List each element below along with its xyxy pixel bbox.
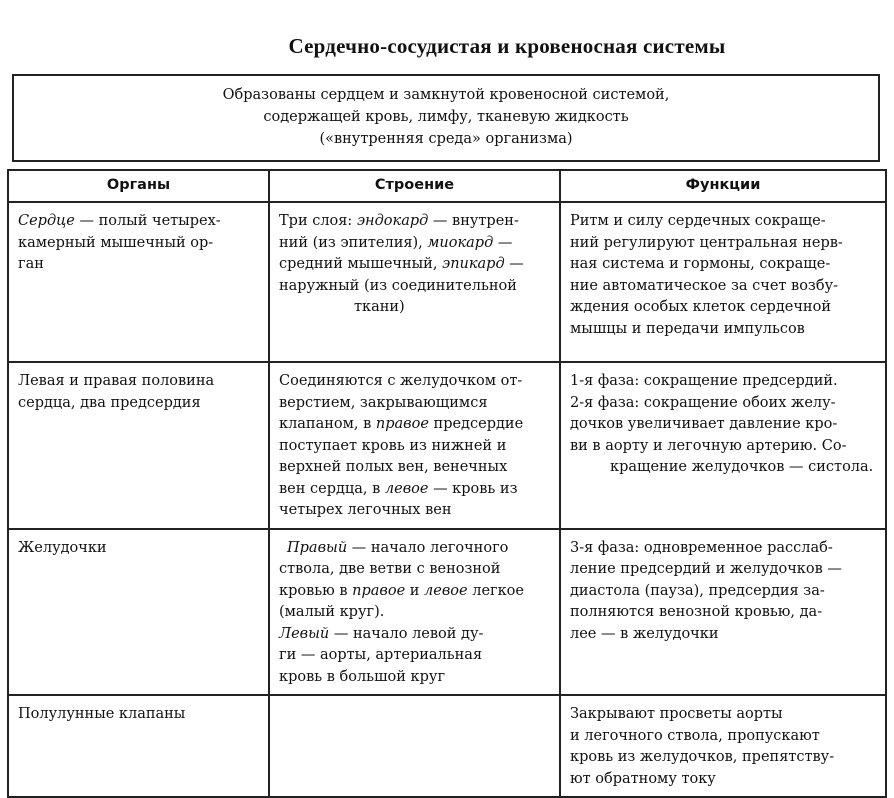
cell-line: вен сердца, в левое — кровь из — [279, 480, 518, 497]
function-cell — [560, 202, 886, 362]
cell-line: Сердце — полый четырех- — [18, 213, 221, 229]
cell-line: ний регулируют центральная нерв- — [570, 234, 843, 251]
cell-line: ная система и гормоны, сокраще- — [570, 256, 831, 272]
structure-cell — [269, 202, 560, 362]
cell-line: Закрывают просветы аорты — [570, 706, 783, 722]
cell-line: верстием, закрывающимся — [279, 394, 488, 411]
function-cell — [560, 529, 886, 696]
cell-line: Желудочки — [18, 539, 107, 556]
cell-line: дочков увеличивает давление кро- — [570, 416, 838, 432]
italic-term: Правый — [287, 539, 348, 556]
cell-line: лее — в желудочки — [570, 625, 719, 642]
organ-cell — [8, 529, 269, 696]
cell-line: ги — аорты, артериальная — [279, 647, 483, 663]
italic-term: Сердце — [18, 213, 75, 229]
italic-term: правое — [352, 582, 406, 599]
cell-line: кровь из желудочков, препятству- — [570, 749, 835, 765]
intro-line: содержащей кровь, лимфу, тканевую жидкость — [263, 109, 629, 125]
cell-line: камерный мышечный ор- — [18, 234, 214, 251]
cell-line: 1-я фаза: сокращение предсердий. — [570, 373, 838, 389]
cell-line: Левый — начало левой ду- — [279, 625, 484, 642]
cell-line: ний (из эпителия), миокард — — [279, 234, 513, 251]
systems-table — [7, 169, 887, 798]
italic-term: левое — [424, 582, 468, 599]
cell-line: диастола (пауза), предсердия за- — [570, 582, 825, 599]
cell-line: 2-я фаза: сокращение обоих желу- — [570, 394, 836, 411]
cell-line: 3-я фаза: одновременное расслаб- — [570, 539, 833, 556]
cell-line: ние автоматическое за счет возбу- — [570, 277, 839, 294]
cell-line: полняются венозной кровью, да- — [570, 604, 823, 620]
italic-term: левое — [384, 480, 429, 497]
organ-cell — [8, 202, 269, 362]
structure-cell — [269, 529, 560, 696]
table-row — [8, 362, 886, 529]
italic-term: правое — [375, 416, 429, 432]
cell-line: Левая и правая половина — [18, 373, 215, 389]
cell-line: клапаном, в правое предсердие — [279, 416, 524, 432]
cell-line: ви в аорту и легочную артерию. Со- — [570, 437, 847, 454]
italic-term: миокард — [427, 234, 494, 251]
cell-line: (малый круг). — [279, 604, 385, 620]
table-row — [8, 529, 886, 696]
cell-line: поступает кровь из нижней и — [279, 437, 507, 454]
table-row — [8, 695, 886, 797]
cell-line: наружный (из соединительной — [279, 277, 517, 294]
cell-line: Три слоя: эндокард — внутрен- — [279, 213, 519, 229]
cell-line: средний мышечный, эпикард — — [279, 256, 524, 272]
organ-cell — [8, 695, 269, 797]
cell-line: четырех легочных вен — [279, 502, 452, 518]
cell-line: кровью в правое и левое легкое — [279, 582, 524, 599]
table-header-row — [8, 170, 886, 202]
cell-line: ют обратному току — [570, 770, 716, 787]
italic-term: эпикард — [442, 256, 505, 272]
cell-line: Правый — начало легочного — [287, 539, 509, 556]
cell-line: Соединяются с желудочком от- — [279, 373, 523, 389]
cell-line: кровь в большой круг — [279, 668, 446, 685]
cell-line: верхней полых вен, венечных — [279, 459, 508, 475]
structure-cell — [269, 695, 560, 797]
header-organs: Органы — [8, 170, 269, 202]
function-cell — [560, 362, 886, 529]
cell-line: ждения особых клеток сердечной — [570, 299, 831, 315]
cell-line: ствола, две ветви с венозной — [279, 561, 501, 577]
cell-line: ление предсердий и желудочков — — [570, 561, 842, 577]
cell-line: кращение желудочков — систола. — [610, 459, 874, 475]
function-cell — [560, 695, 886, 797]
cell-line: мышцы и передачи импульсов — [570, 320, 805, 337]
structure-cell — [269, 362, 560, 529]
header-structure: Строение — [269, 170, 560, 202]
cell-line: ган — [18, 256, 44, 272]
intro-line: Образованы сердцем и замкнутой кровеносной системой, — [222, 87, 670, 103]
cell-line: и легочного ствола, пропускают — [570, 727, 820, 744]
table-row — [8, 202, 886, 362]
intro-box — [12, 74, 880, 162]
cell-line: Ритм и силу сердечных сокраще- — [570, 213, 826, 229]
italic-term: Левый — [279, 625, 330, 642]
organ-cell — [8, 362, 269, 529]
header-functions: Функции — [560, 170, 886, 202]
cell-line: сердца, два предсердия — [18, 394, 201, 411]
intro-line: («внутренняя среда» организма) — [319, 131, 573, 147]
italic-term: эндокард — [356, 213, 429, 229]
cell-line: Полулунные клапаны — [18, 706, 186, 722]
page-title: Сердечно-сосудистая и кровеносная системы — [288, 34, 726, 58]
cell-line: ткани) — [354, 299, 405, 315]
